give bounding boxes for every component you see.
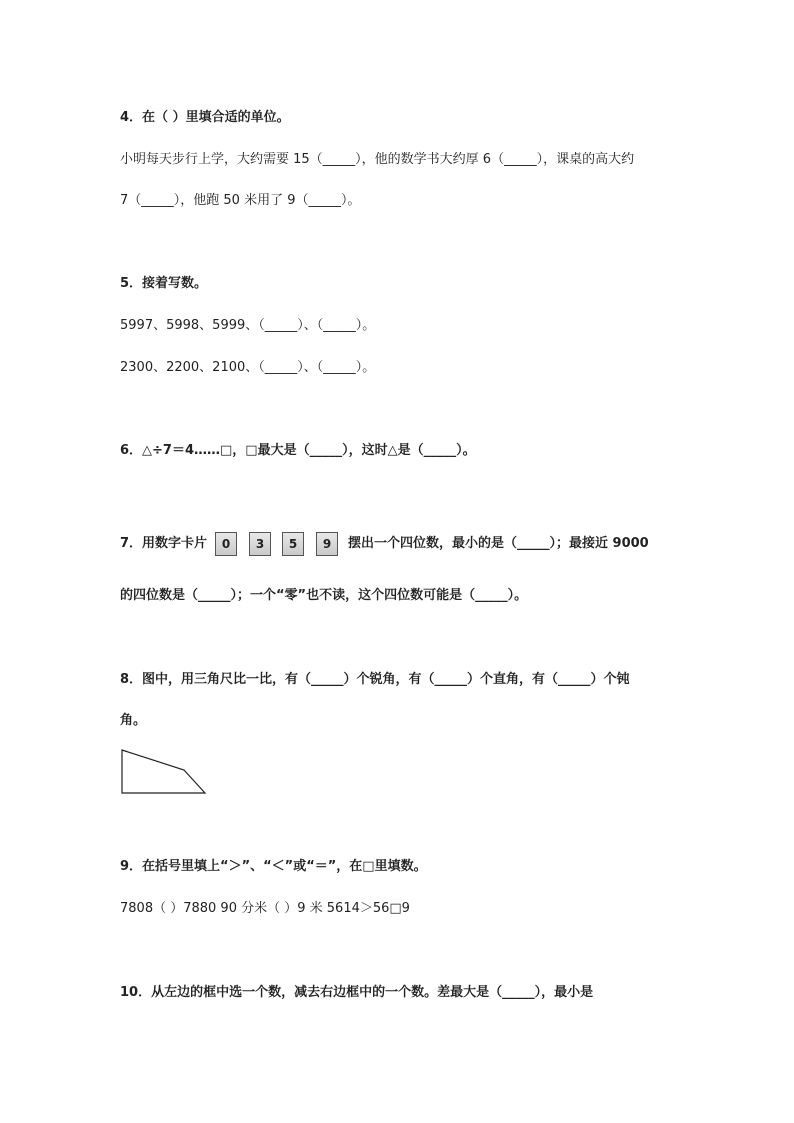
q9-line-1: 7808（ ）7880 90 分米（ ）9 米 5614＞56□9 (120, 901, 410, 916)
q4-title: 4．在（ ）里填合适的单位。 (120, 110, 290, 125)
q10-line-1: 10．从左边的框中选一个数，减去右边框中的一个数。差最大是（_____），最小是 (120, 985, 594, 1000)
q5-line-1: 5997、5998、5999、（_____）、（_____）。 (120, 318, 376, 333)
q5-title: 5．接着写数。 (120, 276, 208, 291)
q6-title: 6．△÷7＝4……□，□最大是（_____），这时△是（_____）。 (120, 443, 476, 458)
q9-title: 9．在括号里填上“＞”、“＜”或“＝”，在□里填数。 (120, 859, 427, 874)
q8-line-2: 角。 (120, 713, 147, 728)
q7-prefix: 7．用数字卡片 (120, 536, 208, 551)
q7-line-2: 的四位数是（_____）；一个“零”也不读，这个四位数可能是（_____）。 (120, 588, 528, 603)
digit-card-0: 0 (215, 532, 237, 556)
digit-card-9: 9 (316, 532, 338, 556)
quadrilateral-figure (118, 746, 218, 806)
q4-line-2: 7（_____），他跑 50 米用了 9（_____）。 (120, 193, 361, 208)
q5-line-2: 2300、2200、2100、（_____）、（_____）。 (120, 360, 376, 375)
q4-line-1: 小明每天步行上学，大约需要 15（_____），他的数学书大约厚 6（_____），课桌的高大约 (120, 152, 635, 167)
digit-card-5: 5 (282, 532, 304, 556)
digit-card-3: 3 (249, 532, 271, 556)
quadrilateral-shape (122, 750, 205, 793)
q8-line-1: 8．图中，用三角尺比一比，有（_____）个锐角，有（_____）个直角，有（_____）个钝 (120, 672, 630, 687)
q7-suffix: 摆出一个四位数，最小的是（_____）；最接近 9000 (348, 536, 649, 551)
